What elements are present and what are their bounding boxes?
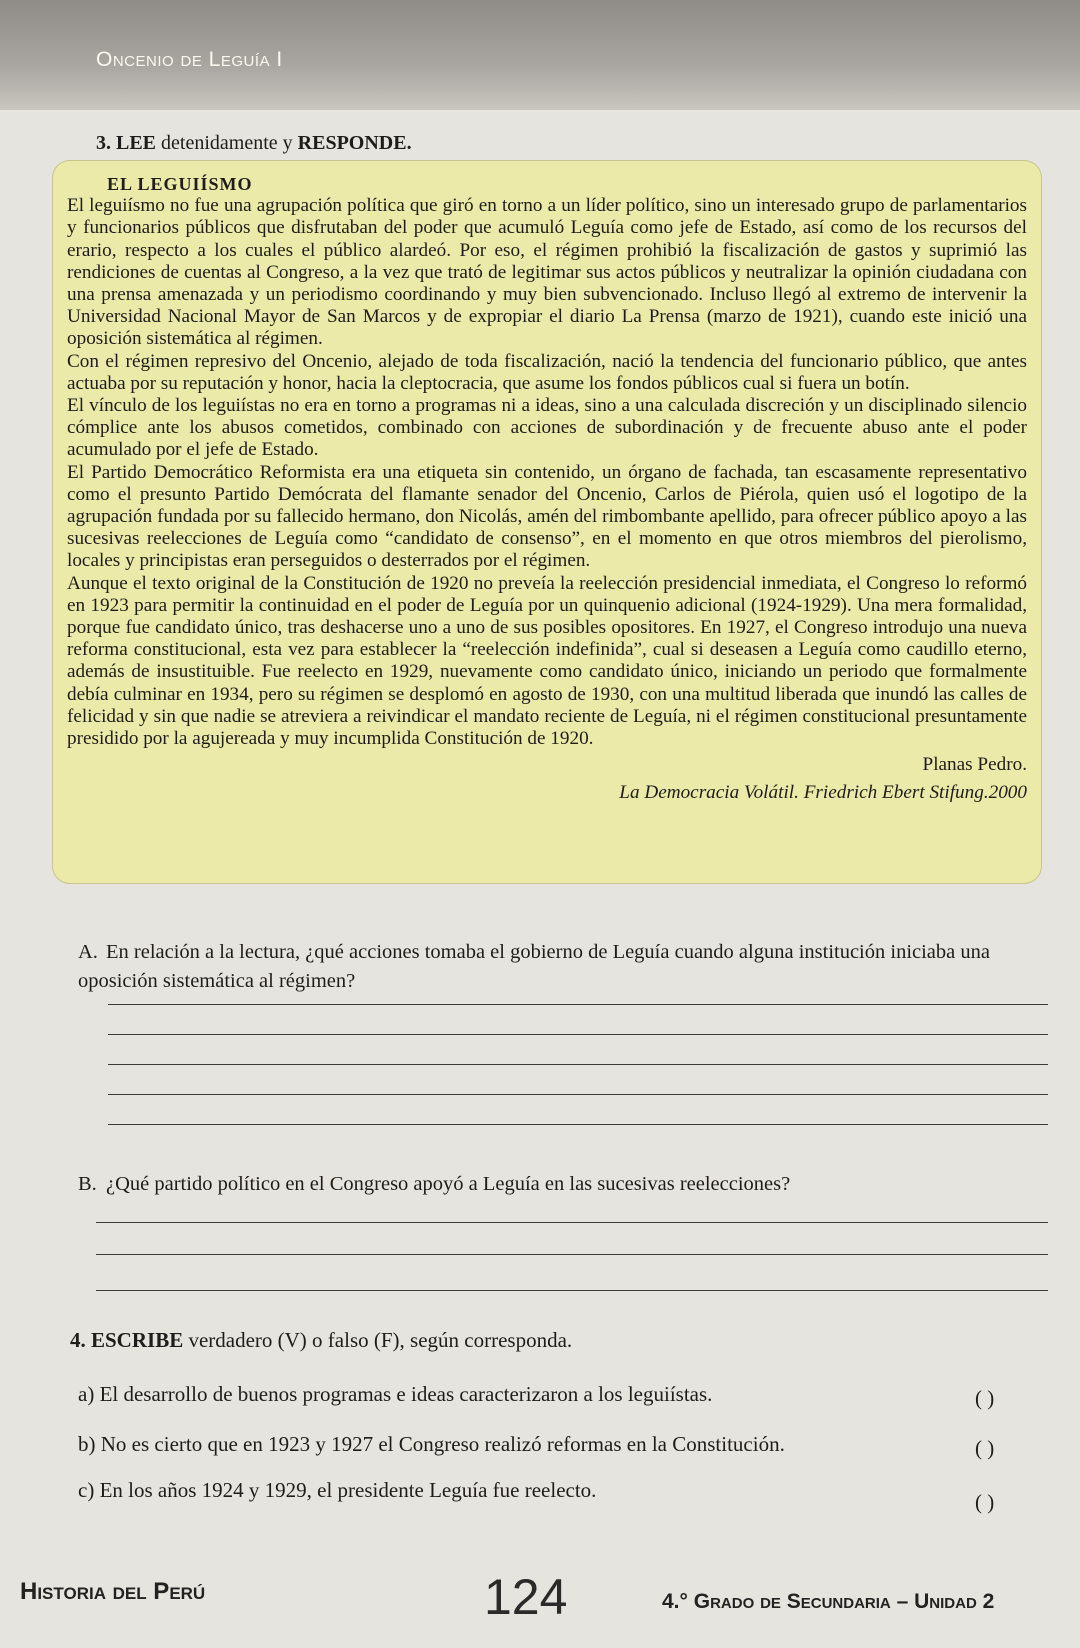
tf-label: b)	[78, 1432, 96, 1456]
reading-paragraph: El vínculo de los leguiístas no era en torno a programas ni a ideas, sino a una calculada discreción y un disciplinado silencio cómplice ante los abusos cometidos, combinado con acciones de subordinación y de frecuente abuso ante el poder acumulado por el jefe de Estado.	[67, 395, 1027, 461]
question-3-heading	[96, 132, 412, 155]
question-b	[78, 1170, 1048, 1199]
reading-source: La Democracia Volátil. Friedrich Ebert Stifung.2000	[619, 782, 1027, 804]
answer-line-a3[interactable]	[108, 1064, 1048, 1065]
question-4-text: verdadero (V) o falso (F), según corresponda.	[188, 1328, 573, 1352]
tf-answer-c[interactable]: ( )	[975, 1490, 995, 1514]
tf-item-a	[78, 1382, 712, 1407]
question-b-text: ¿Qué partido político en el Congreso apoyó a Leguía en las sucesivas reelecciones?	[106, 1173, 791, 1195]
question-verb: LEE	[116, 132, 157, 154]
tf-item-c	[78, 1478, 596, 1503]
unit-title: Oncenio de Leguía I	[96, 48, 283, 71]
answer-line-a5[interactable]	[108, 1124, 1048, 1125]
tf-text: No es cierto que en 1923 y 1927 el Congreso realizó reformas en la Constitución.	[100, 1432, 785, 1456]
reading-box	[52, 160, 1042, 884]
question-verb-2: RESPONDE.	[297, 132, 412, 154]
answer-line-a1[interactable]	[108, 1004, 1048, 1005]
question-4-verb: ESCRIBE	[91, 1328, 184, 1352]
tf-label: c)	[78, 1478, 95, 1502]
reading-paragraph: El Partido Democrático Reformista era una etiqueta sin contenido, un órgano de fachada, tan escasamente representativo como el presunto Partido Demócrata del flamante senador del Oncenio, Carlos de Piérola, quien usó el logotipo de la agrupación fundada por su fallecido hermano, don Nicolás, amén del rimbombante apellido, para ofrecer público apoyo a las sucesivas reelecciones de Leguía como “candidato de consenso”, en el momento en que otros miembros del pierolismo, locales y principistas eran perseguidos o desterrados por el régimen.	[67, 461, 1027, 572]
footer-subject: Historia del Perú	[20, 1578, 206, 1605]
question-b-letter: B.	[78, 1173, 97, 1195]
answer-line-a2[interactable]	[108, 1034, 1048, 1035]
reading-author: Planas Pedro.	[922, 754, 1027, 776]
tf-item-b	[78, 1432, 785, 1457]
answer-line-b1[interactable]	[96, 1222, 1048, 1223]
question-4-heading	[70, 1328, 572, 1353]
tf-text: El desarrollo de buenos programas e ideas caracterizaron a los leguiístas.	[99, 1382, 713, 1406]
reading-paragraph: Aunque el texto original de la Constitución de 1920 no preveía la reelección presidencial inmediata, el Congreso lo reformó en 1923 para permitir la continuidad en el poder de Leguía por un quinquenio adicional (1924-1929). Una mera formalidad, porque fue candidato único, tras deshacerse uno a uno de sus posibles opositores. En 1927, el Congreso introdujo una nueva reforma constitucional, esta vez para establecer la “reelección indefinida”, cual si deseasen a Leguía como caudillo eterno, además de insustituible. Fue reelecto en 1929, nuevamente como candidato único, iniciando un periodo que formalmente debía culminar en 1934, pero su régimen se desplomó en agosto de 1930, con una multitud liberada que inundó las calles de felicidad y sin que nadie se atreviera a reivindicar el mandato reciente de Leguía, ni el régimen constitucional presuntamente presidido por la agujereada y muy incumplida Constitución de 1920.	[67, 572, 1027, 750]
footer-grade-unit: 4.° Grado de Secundaria – Unidad 2	[662, 1590, 995, 1613]
reading-paragraph: El leguiísmo no fue una agrupación política que giró en torno a un líder político, sino un interesado grupo de parlamentarios y funcionarios públicos que disfrutaban del poder que acumuló Leguía como jefe de Estado, así como de los recursos del erario, respecto a los cuales el público alardeó. Por eso, el régimen prohibió la fiscalización de gastos y suprimió las rendiciones de cuentas al Congreso, a la vez que trató de legitimar sus actos públicos y neutralizar la opinión ciudadana con una prensa amenazada y un periodismo coordinando y muy bien subvencionado. Incluso llegó al extremo de intervenir la Universidad Nacional Mayor de San Marcos y de expropiar el diario La Prensa (marzo de 1921), cuando este inició una oposición sistemática al régimen.	[67, 195, 1027, 350]
page-number: 124	[484, 1569, 568, 1625]
tf-answer-a[interactable]: ( )	[975, 1386, 995, 1410]
question-text: detenidamente y	[161, 132, 293, 154]
question-a-letter: A.	[78, 941, 98, 963]
answer-line-a4[interactable]	[108, 1094, 1048, 1095]
question-number: 3.	[96, 132, 111, 154]
tf-label: a)	[78, 1382, 95, 1406]
reading-title: EL LEGUIÍSMO	[107, 174, 253, 194]
reading-paragraph: Con el régimen represivo del Oncenio, alejado de toda fiscalización, nació la tendencia del funcionario público, que antes actuaba por su reputación y honor, hacia la cleptocracia, que asume los fondos públicos cual si fuera un botín.	[67, 350, 1027, 394]
question-a-text: En relación a la lectura, ¿qué acciones tomaba el gobierno de Leguía cuando alguna institución iniciaba una oposición sistemática al régimen?	[78, 941, 990, 992]
tf-answer-b[interactable]: ( )	[975, 1436, 995, 1460]
answer-line-b3[interactable]	[96, 1290, 1048, 1291]
question-a	[78, 938, 1048, 996]
tf-text: En los años 1924 y 1929, el presidente Leguía fue reelecto.	[99, 1478, 597, 1502]
answer-line-b2[interactable]	[96, 1254, 1048, 1255]
question-4-number: 4.	[70, 1328, 86, 1352]
